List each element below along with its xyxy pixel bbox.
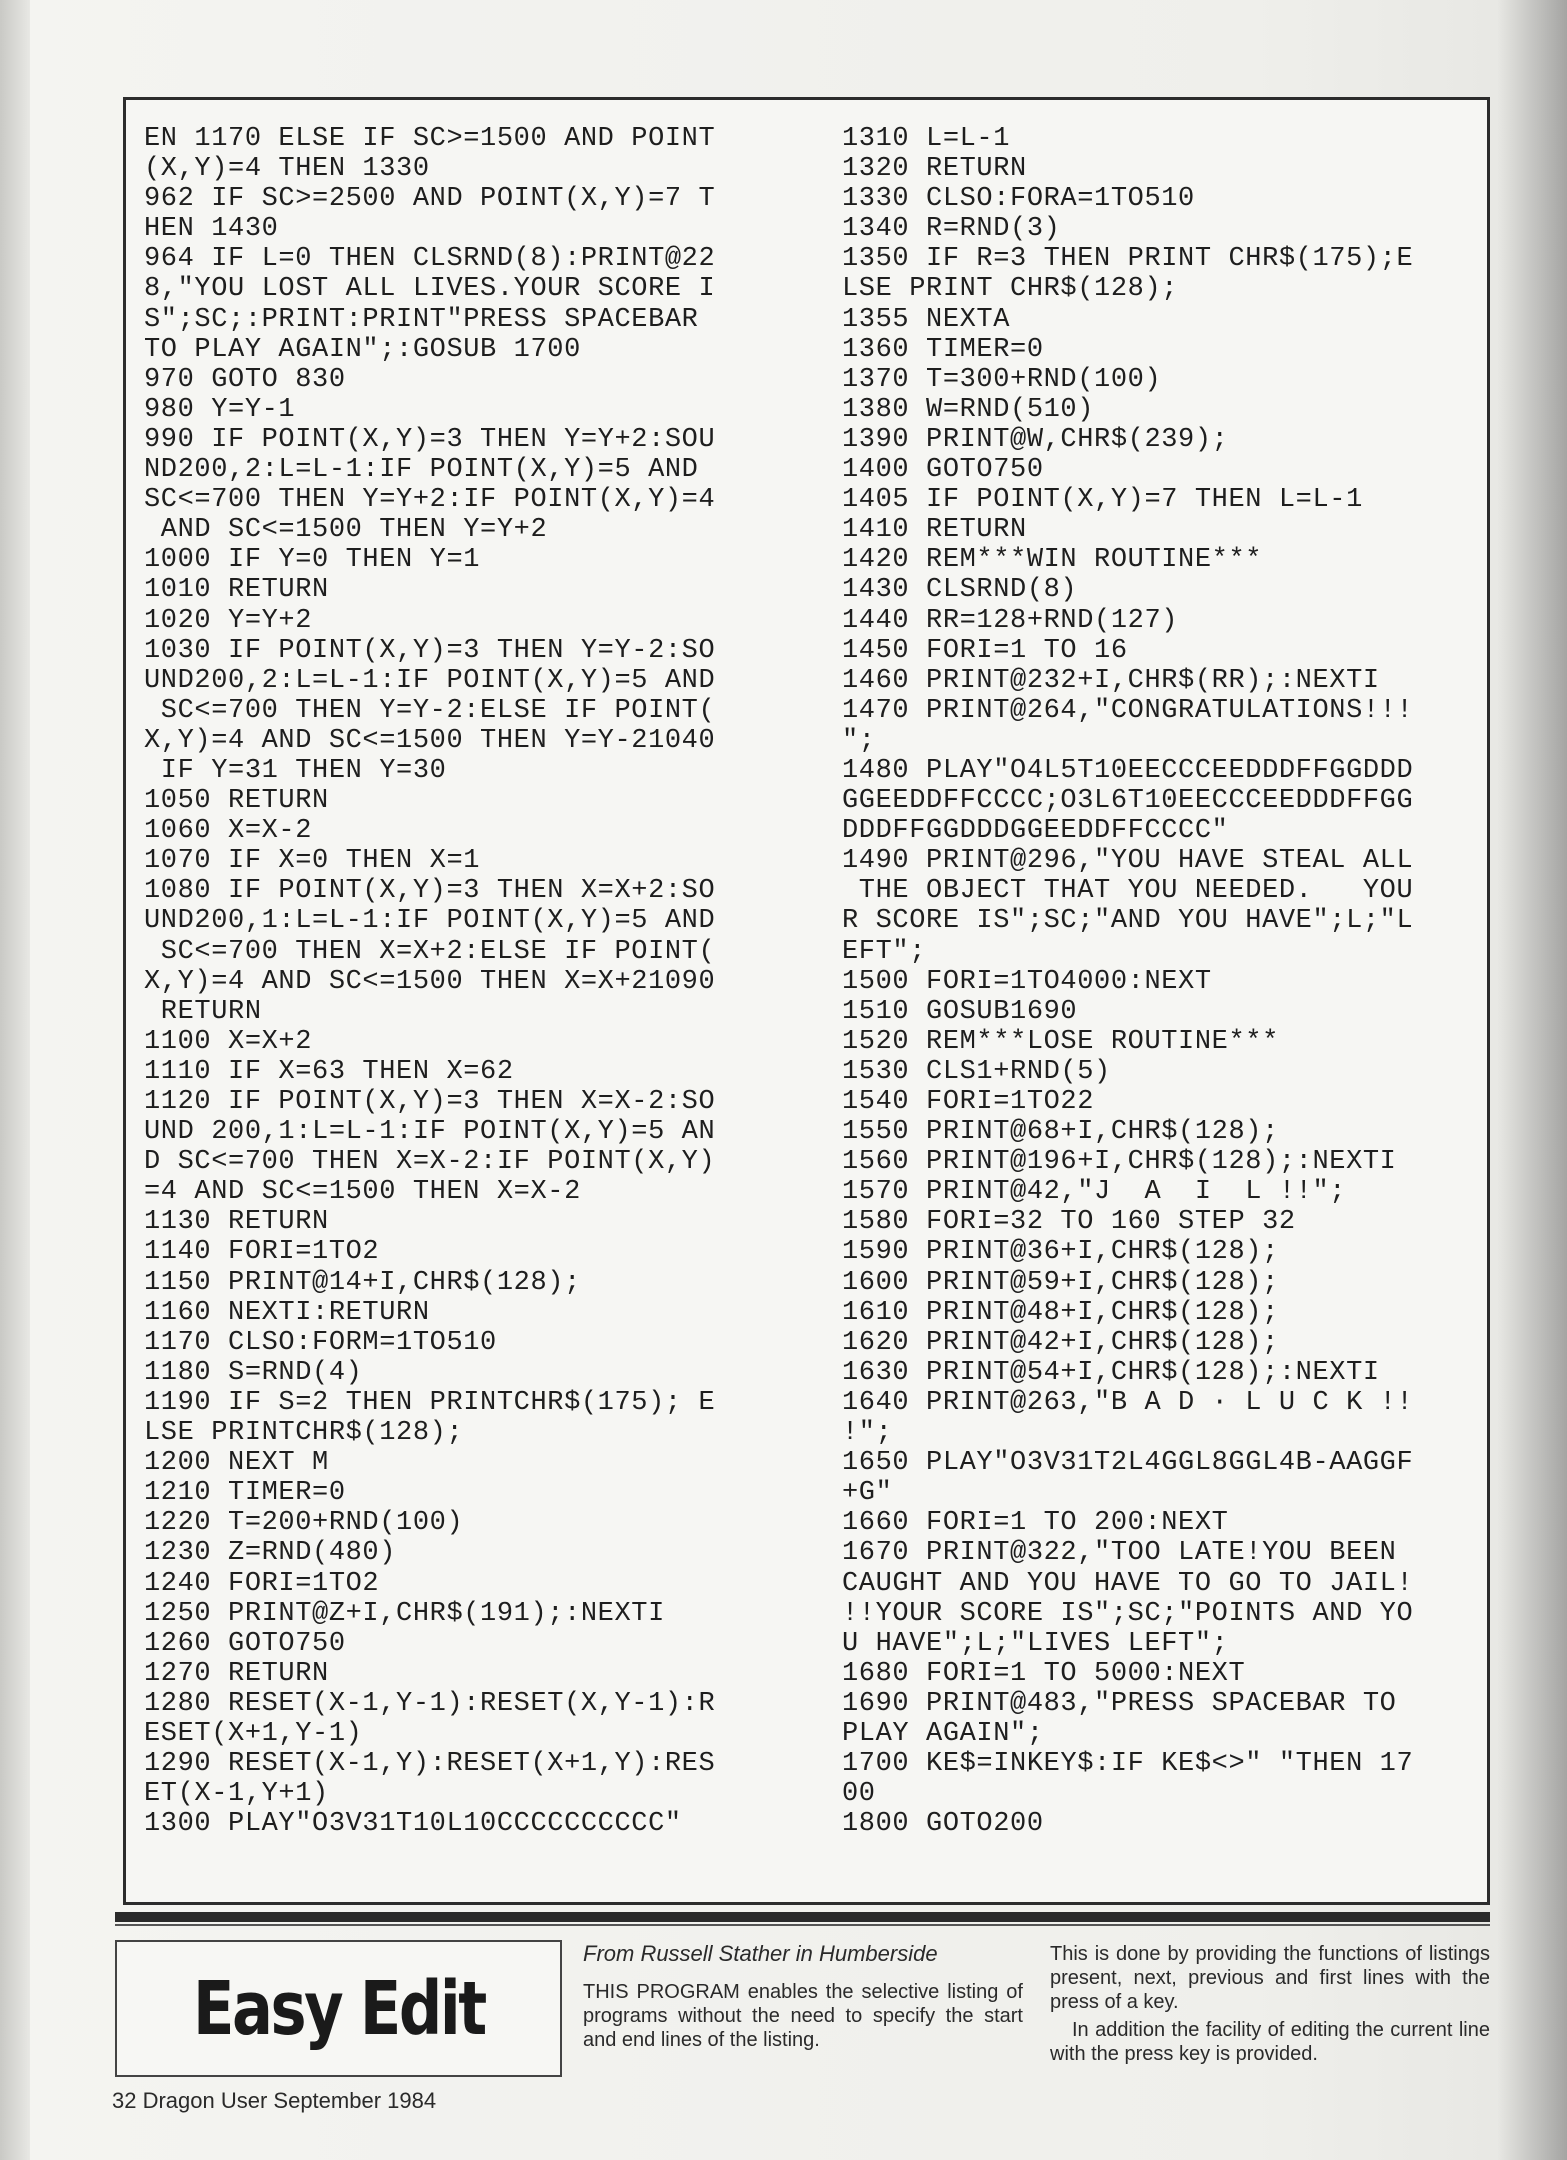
code-line: 1510 GOSUB1690 — [842, 996, 1078, 1027]
section-divider-rule — [115, 1912, 1490, 1922]
article-intro-text: THIS PROGRAM enables the selective listing of programs without the need to specify the start and end lines of the listing. — [583, 1981, 1023, 2051]
code-line: HEN 1430 — [144, 214, 279, 245]
code-line: 1440 RR=128+RND(127) — [842, 605, 1179, 636]
code-line: 1560 PRINT@196+I,CHR$(128);:NEXTI — [842, 1147, 1397, 1178]
code-line: S";SC;:PRINT:PRINT"PRESS SPACEBAR — [144, 304, 699, 335]
code-line: 1120 IF POINT(X,Y)=3 THEN X=X-2:SO — [144, 1087, 716, 1117]
code-line: 1280 RESET(X-1,Y-1):RESET(X,Y-1):R — [144, 1688, 716, 1719]
code-line: 1640 PRINT@263,"B A D · L U C K !! — [842, 1387, 1414, 1418]
code-line: 1680 FORI=1 TO 5000:NEXT — [842, 1658, 1246, 1689]
code-line: ESET(X+1,Y-1) — [144, 1718, 363, 1749]
code-line: 1370 T=300+RND(100) — [842, 364, 1162, 395]
code-line: 980 Y=Y-1 — [144, 394, 296, 425]
code-line: 1630 PRINT@54+I,CHR$(128);:NEXTI — [842, 1357, 1380, 1388]
code-line: 1610 PRINT@48+I,CHR$(128); — [842, 1297, 1279, 1328]
code-line: 1080 IF POINT(X,Y)=3 THEN X=X+2:SO — [144, 876, 716, 907]
code-line: IF Y=31 THEN Y=30 — [144, 755, 447, 786]
code-line: 1170 CLSO:FORM=1TO510 — [144, 1327, 497, 1358]
code-line: 1530 CLS1+RND(5) — [842, 1056, 1111, 1087]
code-line: TO PLAY AGAIN";:GOSUB 1700 — [144, 334, 581, 365]
code-line: 1000 IF Y=0 THEN Y=1 — [144, 545, 481, 576]
code-line: 1390 PRINT@W,CHR$(239); — [842, 424, 1229, 455]
code-line: SC<=700 THEN Y=Y-2:ELSE IF POINT( — [144, 695, 716, 726]
code-line: 1540 FORI=1TO22 — [842, 1087, 1095, 1117]
code-line: (X,Y)=4 THEN 1330 — [144, 154, 430, 185]
code-line: 1150 PRINT@14+I,CHR$(128); — [144, 1267, 581, 1298]
code-line: +G" — [842, 1478, 893, 1509]
page-edge-shadow — [1497, 0, 1567, 2160]
code-line: 1360 TIMER=0 — [842, 334, 1044, 365]
article-intro — [583, 1942, 1023, 2052]
code-line: 1410 RETURN — [842, 515, 1027, 546]
code-line: 1130 RETURN — [144, 1207, 329, 1238]
code-line: 1020 Y=Y+2 — [144, 605, 313, 636]
code-line: ET(X-1,Y+1) — [144, 1779, 329, 1810]
code-line: ND200,2:L=L-1:IF POINT(X,Y)=5 AND — [144, 455, 699, 486]
code-line: 964 IF L=0 THEN CLSRND(8):PRINT@22 — [144, 244, 716, 275]
code-line: 1230 Z=RND(480) — [144, 1538, 397, 1569]
code-line: =4 AND SC<=1500 THEN X=X-2 — [144, 1177, 581, 1208]
easy-edit-logo: Easy Edit — [192, 1965, 485, 2052]
code-line: LSE PRINTCHR$(128); — [144, 1418, 464, 1449]
code-line: 990 IF POINT(X,Y)=3 THEN Y=Y+2:SOU — [144, 424, 716, 455]
code-line: 1400 GOTO750 — [842, 455, 1044, 486]
code-line: 1700 KE$=INKEY$:IF KE$<>" "THEN 17 — [842, 1749, 1414, 1780]
article-paragraph-1: This is done by providing the functions of listings present, next, previous and first lines with the press of a key. — [1050, 1943, 1490, 2013]
code-line: 1550 PRINT@68+I,CHR$(128); — [842, 1117, 1279, 1148]
code-line: 1570 PRINT@42,"J A I L !!"; — [842, 1177, 1347, 1208]
code-line: 1140 FORI=1TO2 — [144, 1237, 380, 1268]
program-listing-box — [123, 97, 1490, 1905]
code-line: 1250 PRINT@Z+I,CHR$(191);:NEXTI — [144, 1598, 665, 1629]
code-line: 1110 IF X=63 THEN X=62 — [144, 1056, 514, 1087]
code-line: U HAVE";L;"LIVES LEFT"; — [842, 1628, 1229, 1659]
code-line: 1010 RETURN — [144, 575, 329, 606]
code-line: CAUGHT AND YOU HAVE TO GO TO JAIL! — [842, 1568, 1414, 1599]
code-line: 1270 RETURN — [144, 1658, 329, 1689]
code-line: UND200,2:L=L-1:IF POINT(X,Y)=5 AND — [144, 665, 716, 696]
listing-right-column — [842, 124, 1482, 1839]
code-line: 1240 FORI=1TO2 — [144, 1568, 380, 1599]
article-byline: From Russell Stather in Humberside — [583, 1941, 938, 1966]
code-line: 1100 X=X+2 — [144, 1026, 313, 1057]
code-line: 962 IF SC>=2500 AND POINT(X,Y)=7 T — [144, 184, 716, 215]
code-line: 1340 R=RND(3) — [842, 214, 1061, 245]
code-line: 1320 RETURN — [842, 154, 1027, 185]
code-line: 1180 S=RND(4) — [144, 1357, 363, 1388]
code-line: EN 1170 ELSE IF SC>=1500 AND POINT — [144, 124, 716, 154]
code-line: 1670 PRINT@322,"TOO LATE!YOU BEEN — [842, 1538, 1397, 1569]
code-line: 1420 REM***WIN ROUTINE*** — [842, 545, 1263, 576]
code-line: 1520 REM***LOSE ROUTINE*** — [842, 1026, 1279, 1057]
code-line: 8,"YOU LOST ALL LIVES.YOUR SCORE I — [144, 274, 716, 305]
code-line: 1050 RETURN — [144, 786, 329, 817]
section-divider-thin-rule — [115, 1924, 1490, 1926]
code-line: 1210 TIMER=0 — [144, 1478, 346, 1509]
code-line: 1690 PRINT@483,"PRESS SPACEBAR TO — [842, 1688, 1397, 1719]
code-line: 1650 PLAY"O3V31T2L4GGL8GGL4B-AAGGF — [842, 1448, 1414, 1479]
code-line: LSE PRINT CHR$(128); — [842, 274, 1179, 305]
code-line: 1620 PRINT@42+I,CHR$(128); — [842, 1327, 1279, 1358]
code-line: 1490 PRINT@296,"YOU HAVE STEAL ALL — [842, 846, 1414, 877]
code-line: 1310 L=L-1 — [842, 124, 1011, 154]
code-line: 970 GOTO 830 — [144, 364, 346, 395]
code-line: 1330 CLSO:FORA=1TO510 — [842, 184, 1195, 215]
code-line: 1160 NEXTI:RETURN — [144, 1297, 430, 1328]
article-paragraph-2: In addition the facility of editing the current line with the press key is provided. — [1050, 2019, 1490, 2065]
code-line: 1300 PLAY"O3V31T10L10CCCCCCCCCC" — [144, 1809, 682, 1840]
code-line: R SCORE IS";SC;"AND YOU HAVE";L;"L — [842, 906, 1414, 937]
listing-left-column — [144, 124, 804, 1839]
code-line: X,Y)=4 AND SC<=1500 THEN Y=Y-21040 — [144, 725, 716, 756]
code-line: 1290 RESET(X-1,Y):RESET(X+1,Y):RES — [144, 1749, 716, 1780]
easy-edit-logo-box — [115, 1940, 562, 2077]
code-line: 1660 FORI=1 TO 200:NEXT — [842, 1508, 1229, 1539]
code-line: 1405 IF POINT(X,Y)=7 THEN L=L-1 — [842, 485, 1363, 516]
code-line: 1580 FORI=32 TO 160 STEP 32 — [842, 1207, 1296, 1238]
code-line: EFT"; — [842, 936, 927, 967]
code-line: 1200 NEXT M — [144, 1448, 329, 1479]
code-line: AND SC<=1500 THEN Y=Y+2 — [144, 515, 548, 546]
code-line: 1355 NEXTA — [842, 304, 1011, 335]
code-line: 1220 T=200+RND(100) — [144, 1508, 464, 1539]
code-line: "; — [842, 725, 876, 756]
code-line: THE OBJECT THAT YOU NEEDED. YOU — [842, 876, 1414, 907]
code-line: 1060 X=X-2 — [144, 816, 313, 847]
code-line: 00 — [842, 1779, 876, 1810]
code-line: 1380 W=RND(510) — [842, 394, 1095, 425]
code-line: 1260 GOTO750 — [144, 1628, 346, 1659]
code-line: !!YOUR SCORE IS";SC;"POINTS AND YO — [842, 1598, 1414, 1629]
code-line: 1590 PRINT@36+I,CHR$(128); — [842, 1237, 1279, 1268]
code-line: D SC<=700 THEN X=X-2:IF POINT(X,Y) — [144, 1147, 716, 1178]
code-line: SC<=700 THEN Y=Y+2:IF POINT(X,Y)=4 — [144, 485, 716, 516]
code-line: X,Y)=4 AND SC<=1500 THEN X=X+21090 — [144, 966, 716, 997]
page-footer: 32 Dragon User September 1984 — [112, 2088, 437, 2113]
code-line: 1350 IF R=3 THEN PRINT CHR$(175);E — [842, 244, 1414, 275]
article-second-column — [1050, 1942, 1490, 2066]
code-line: 1480 PLAY"O4L5T10EECCCEEDDDFFGGDDD — [842, 755, 1414, 786]
code-line: 1460 PRINT@232+I,CHR$(RR);:NEXTI — [842, 665, 1380, 696]
code-line: 1500 FORI=1TO4000:NEXT — [842, 966, 1212, 997]
code-line: 1600 PRINT@59+I,CHR$(128); — [842, 1267, 1279, 1298]
code-line: UND 200,1:L=L-1:IF POINT(X,Y)=5 AN — [144, 1117, 716, 1148]
code-line: DDDFFGGDDDGGEEDDFFCCCC" — [842, 816, 1229, 847]
code-line: 1190 IF S=2 THEN PRINTCHR$(175); E — [144, 1387, 716, 1418]
code-line: UND200,1:L=L-1:IF POINT(X,Y)=5 AND — [144, 906, 716, 937]
code-line: 1430 CLSRND(8) — [842, 575, 1078, 606]
code-line: 1450 FORI=1 TO 16 — [842, 635, 1128, 666]
code-line: 1470 PRINT@264,"CONGRATULATIONS!!! — [842, 695, 1414, 726]
page-spine — [0, 0, 30, 2160]
code-line: SC<=700 THEN X=X+2:ELSE IF POINT( — [144, 936, 716, 967]
code-line: GGEEDDFFCCCC;O3L6T10EECCCEEDDDFFGG — [842, 786, 1414, 817]
code-line: !"; — [842, 1418, 893, 1449]
code-line: 1030 IF POINT(X,Y)=3 THEN Y=Y-2:SO — [144, 635, 716, 666]
code-line: 1070 IF X=0 THEN X=1 — [144, 846, 481, 877]
code-line: RETURN — [144, 996, 262, 1027]
code-line: PLAY AGAIN"; — [842, 1718, 1044, 1749]
code-line: 1800 GOTO200 — [842, 1809, 1044, 1840]
